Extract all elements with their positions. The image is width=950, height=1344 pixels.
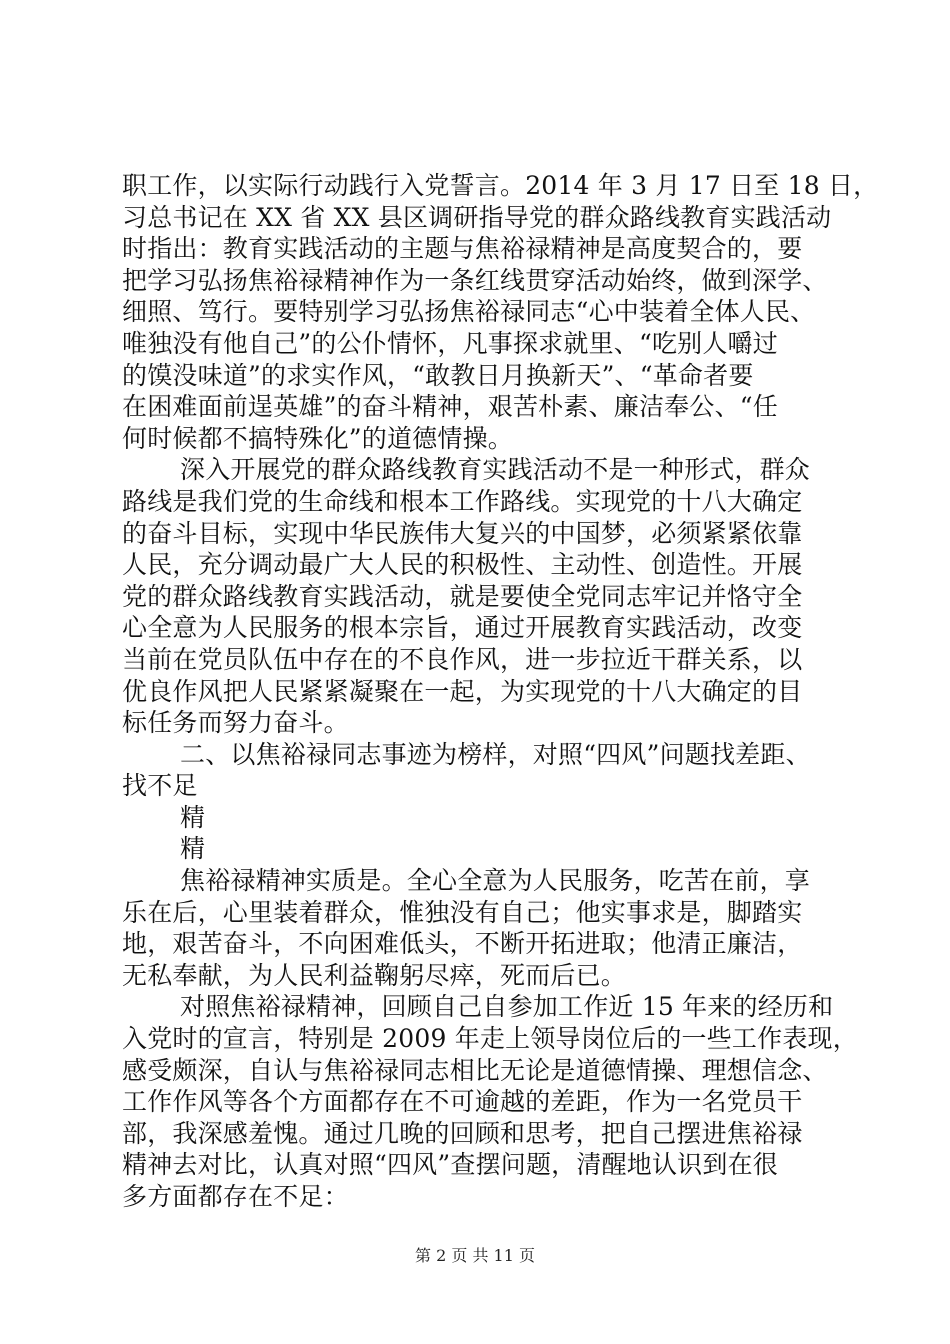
text-line: 部，我深感羞愧。通过几晚的回顾和思考，把自己摆进焦裕禄	[122, 1118, 803, 1148]
text-line: 人民，充分调动最广大人民的积极性、主动性、创造性。开展	[122, 550, 803, 580]
text-line: 的馍没味道”的求实作风，“敢教日月换新天”、“革命者要	[122, 360, 754, 390]
text-line: 职工作，以实际行动践行入党誓言。2014 年 3 月 17 日至 18 日，	[122, 171, 879, 200]
text-line: 二、以焦裕禄同志事迹为榜样，对照“四风”问题找差距、	[180, 739, 811, 769]
text-line: 焦裕禄精神实质是。全心全意为人民服务，吃苦在前，享	[180, 866, 811, 896]
text-line: 唯独没有他自己”的公仆情怀，凡事探求就里、“吃别人嚼过	[122, 328, 778, 358]
text-line: 多方面都存在不足：	[122, 1182, 349, 1211]
text-line: 地，艰苦奋斗，不向困难低头，不断开拓进取；他清正廉洁，	[122, 929, 803, 959]
text-line: 精	[180, 802, 206, 832]
text-line: 对照焦裕禄精神，回顾自己自参加工作近 15 年来的经历和	[180, 992, 834, 1022]
text-line: 工作作风等各个方面都存在不可逾越的差距，作为一名党员干	[122, 1087, 803, 1117]
text-line: 深入开展党的群众路线教育实践活动不是一种形式，群众	[180, 455, 811, 485]
document-body	[122, 170, 879, 1213]
text-line: 把学习弘扬焦裕禄精神作为一条红线贯穿活动始终，做到深学、	[122, 265, 828, 295]
page-footer: 第 2 页 共 11 页	[415, 1246, 535, 1265]
text-line: 无私奉献，为人民利益鞠躬尽瘁，死而后已。	[122, 960, 627, 990]
text-line: 何时候都不搞特殊化”的道德情操。	[122, 423, 513, 453]
text-line: 的奋斗目标，实现中华民族伟大复兴的中国梦，必须紧紧依靠	[122, 518, 803, 548]
text-line: 乐在后，心里装着群众，惟独没有自己；他实事求是，脚踏实	[122, 897, 803, 927]
text-line: 标任务而努力奋斗。	[122, 708, 349, 738]
text-line: 习总书记在 XX 省 XX 县区调研指导党的群众路线教育实践活动	[122, 202, 832, 232]
text-line: 在困难面前逞英雄”的奋斗精神，艰苦朴素、廉洁奉公、“任	[122, 392, 778, 422]
text-line: 优良作风把人民紧紧凝聚在一起，为实现党的十八大确定的目	[122, 676, 803, 706]
text-line: 当前在党员队伍中存在的不良作风，进一步拉近干群关系，以	[122, 644, 803, 674]
text-line: 精	[180, 834, 206, 864]
text-line: 心全意为人民服务的根本宗旨，通过开展教育实践活动，改变	[122, 613, 803, 643]
text-line: 党的群众路线教育实践活动，就是要使全党同志牢记并恪守全	[122, 581, 803, 611]
text-line: 找不足	[122, 771, 198, 801]
text-line: 路线是我们党的生命线和根本工作路线。实现党的十八大确定	[122, 486, 803, 516]
text-line: 入党时的宣言，特别是 2009 年走上领导岗位后的一些工作表现，	[122, 1024, 858, 1054]
text-line: 细照、笃行。要特别学习弘扬焦裕禄同志“心中装着全体人民、	[122, 297, 816, 327]
text-line: 精神去对比，认真对照“四风”查摆问题，清醒地认识到在很	[122, 1150, 778, 1180]
text-line: 时指出：教育实践活动的主题与焦裕禄精神是高度契合的，要	[122, 234, 803, 264]
text-line: 感受颇深，自认与焦裕禄同志相比无论是道德情操、理想信念、	[122, 1055, 828, 1085]
